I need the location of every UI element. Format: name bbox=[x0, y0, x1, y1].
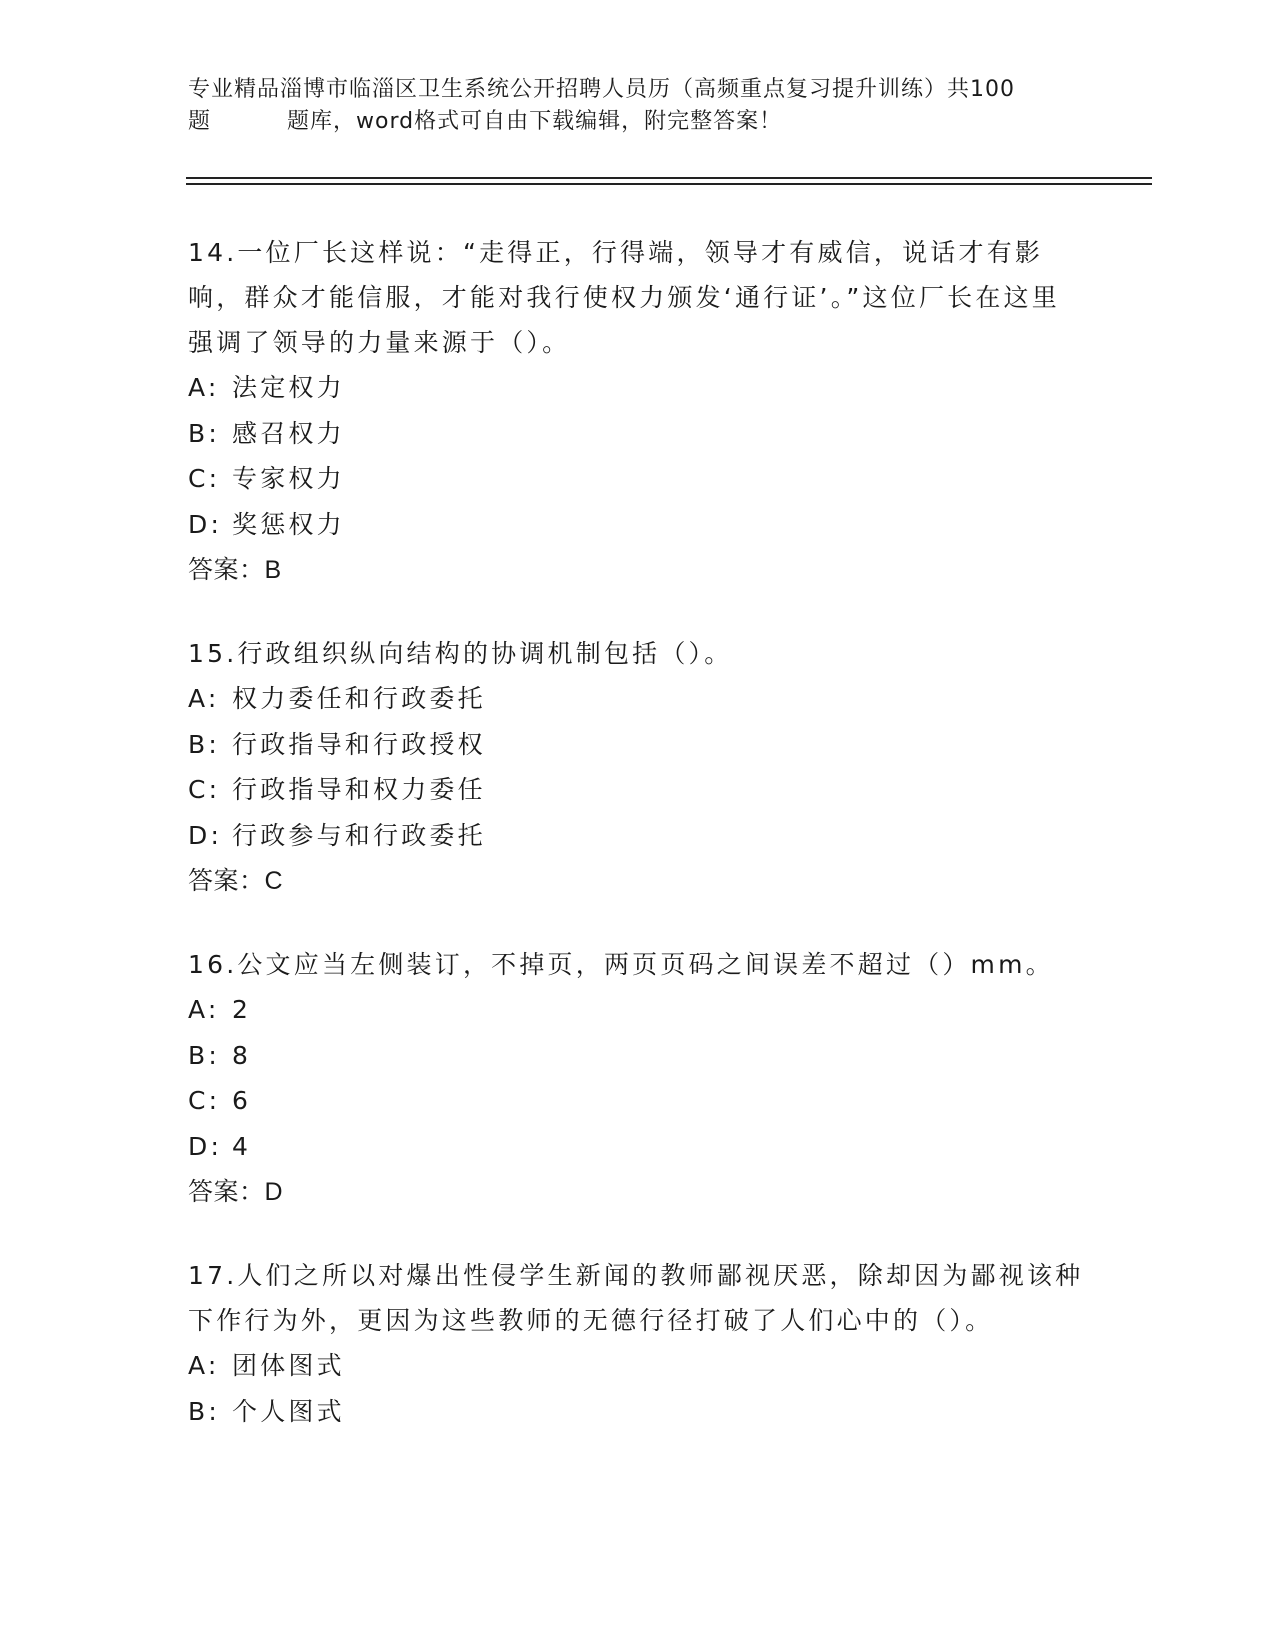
page-header bbox=[188, 74, 1088, 138]
question-17 bbox=[188, 1253, 1088, 1434]
header-line-2-rest: 题库，word格式可自由下载编辑，附完整答案！ bbox=[287, 109, 783, 134]
option-text: 行政指导和权力委任 bbox=[232, 775, 486, 804]
option-b bbox=[188, 1033, 1088, 1079]
option-text: 奖惩权力 bbox=[232, 509, 345, 539]
option-text: 4 bbox=[232, 1131, 252, 1161]
question-text: 17.人们之所以对爆出性侵学生新闻的教师鄙视厌恶，除却因为鄙视该种下作行为外，更因为这些教师的无德行径打破了人们心中的（）。 bbox=[188, 1261, 1084, 1335]
option-text: 6 bbox=[232, 1086, 252, 1115]
header-rule-bottom bbox=[186, 183, 1152, 185]
question-15 bbox=[188, 631, 1088, 904]
question-14 bbox=[188, 230, 1088, 593]
option-label: C: bbox=[188, 1086, 221, 1115]
option-text: 专家权力 bbox=[232, 464, 345, 493]
option-text: 行政指导和行政授权 bbox=[232, 729, 486, 759]
header-line-1: 专业精品淄博市临淄区卫生系统公开招聘人员历（高频重点复习提升训练）共100 bbox=[188, 77, 1015, 102]
answer-line: 答案：C bbox=[188, 867, 284, 895]
option-text: 感召权力 bbox=[232, 418, 345, 448]
option-label: A: bbox=[188, 1351, 220, 1380]
option-text: 团体图式 bbox=[232, 1351, 345, 1380]
header-line-2 bbox=[188, 106, 1088, 138]
question-text: 14.一位厂长这样说：“走得正，行得端，领导才有威信，说话才有影响，群众才能信服，才能对我行使权力颁发‘通行证’。”这位厂长在这里强调了领导的力量来源于（）。 bbox=[188, 238, 1060, 357]
option-label: C: bbox=[188, 464, 221, 493]
option-text: 行政参与和行政委托 bbox=[232, 820, 486, 850]
option-d bbox=[188, 813, 1088, 859]
option-c bbox=[188, 456, 1088, 502]
option-label: D: bbox=[188, 509, 223, 539]
option-label: B: bbox=[188, 729, 220, 759]
option-d bbox=[188, 502, 1088, 548]
option-text: 个人图式 bbox=[232, 1396, 345, 1426]
option-label: B: bbox=[188, 418, 220, 448]
option-a bbox=[188, 987, 1088, 1033]
option-a bbox=[188, 1343, 1088, 1389]
option-d bbox=[188, 1124, 1088, 1170]
option-text: 2 bbox=[232, 995, 252, 1024]
option-b bbox=[188, 722, 1088, 768]
option-c bbox=[188, 1078, 1088, 1124]
option-label: A: bbox=[188, 995, 220, 1024]
option-b bbox=[188, 1389, 1088, 1435]
option-a bbox=[188, 676, 1088, 722]
question-text: 15.行政组织纵向结构的协调机制包括（）。 bbox=[188, 639, 733, 668]
question-text: 16.公文应当左侧装订，不掉页，两页页码之间误差不超过（）mm。 bbox=[188, 950, 1054, 979]
option-a bbox=[188, 365, 1088, 411]
header-rule-top bbox=[186, 177, 1152, 179]
option-c bbox=[188, 767, 1088, 813]
option-label: B: bbox=[188, 1396, 220, 1426]
option-text: 权力委任和行政委托 bbox=[232, 684, 486, 713]
option-label: B: bbox=[188, 1040, 220, 1070]
question-16 bbox=[188, 942, 1088, 1215]
option-label: C: bbox=[188, 775, 221, 804]
option-text: 8 bbox=[232, 1040, 252, 1070]
answer-line: 答案：B bbox=[188, 556, 282, 584]
option-text: 法定权力 bbox=[232, 373, 345, 402]
answer-line: 答案：D bbox=[188, 1178, 284, 1206]
header-line-2-prefix: 题 bbox=[188, 109, 212, 134]
option-label: A: bbox=[188, 373, 220, 402]
option-label: D: bbox=[188, 820, 223, 850]
option-label: A: bbox=[188, 684, 220, 713]
question-list bbox=[188, 230, 1088, 1472]
option-b bbox=[188, 411, 1088, 457]
option-label: D: bbox=[188, 1131, 223, 1161]
